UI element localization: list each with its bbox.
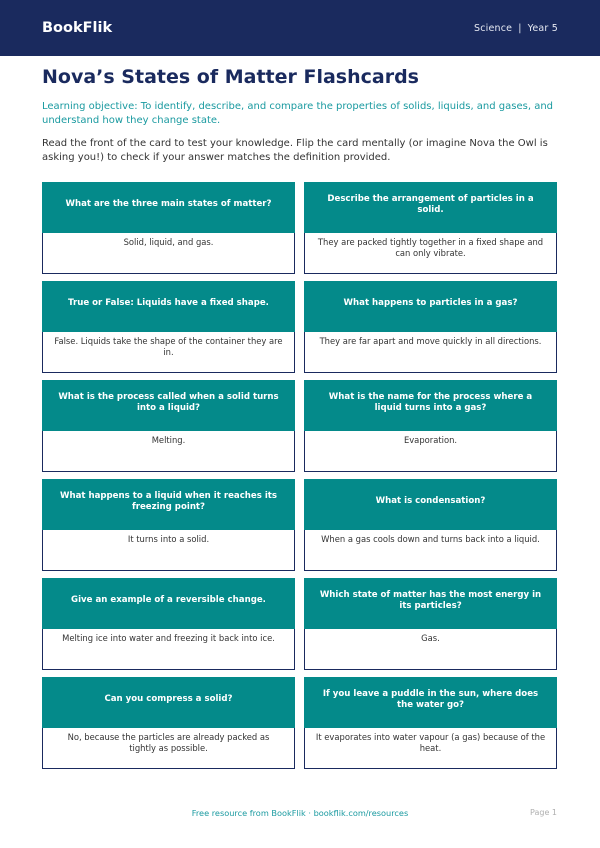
flashcard[interactable] [304,578,557,670]
flashcard[interactable] [304,479,557,571]
flashcard-answer: Melting. [42,431,295,472]
flashcard-question: Which state of matter has the most energy in its particles? [304,578,557,629]
learning-objective: Learning objective: To identify, describe, and compare the properties of solids, liquids, and gases, and understand how they change state. [42,101,554,126]
breadcrumb-level: Year 5 [527,22,558,34]
flashcard[interactable] [304,677,557,769]
flashcard[interactable] [304,182,557,274]
instructions: Read the front of the card to test your knowledge. Flip the card mentally (or imagine Nova the Owl is asking you!) to check if your answer matches the definition provided. [42,138,548,163]
flashcard[interactable] [304,281,557,373]
flashcard-answer: They are far apart and move quickly in all directions. [304,332,557,373]
brand-logo[interactable]: BookFlik [42,20,113,36]
flashcard[interactable] [42,677,295,769]
flashcard-grid [42,182,557,769]
page-title: Nova’s States of Matter Flashcards [42,66,419,88]
flashcard-question: True or False: Liquids have a fixed shape. [42,281,295,332]
flashcard-question: What is the name for the process where a liquid turns into a gas? [304,380,557,431]
flashcard-answer: Melting ice into water and freezing it back into ice. [42,629,295,670]
flashcard-question: Describe the arrangement of particles in a solid. [304,182,557,233]
breadcrumb-separator: | [518,22,522,34]
flashcard-question: Can you compress a solid? [42,677,295,728]
flashcard-answer: It evaporates into water vapour (a gas) because of the heat. [304,728,557,769]
flashcard-answer: Solid, liquid, and gas. [42,233,295,274]
flashcard-question: What are the three main states of matter? [42,182,295,233]
site-header [0,0,600,56]
flashcard-question: If you leave a puddle in the sun, where does the water go? [304,677,557,728]
page-number: Page 1 [530,808,557,817]
flashcard[interactable] [42,182,295,274]
flashcard-answer: Evaporation. [304,431,557,472]
flashcard-question: What happens to particles in a gas? [304,281,557,332]
flashcard-answer: Gas. [304,629,557,670]
flashcard-question: Give an example of a reversible change. [42,578,295,629]
flashcard-question: What is the process called when a solid turns into a liquid? [42,380,295,431]
flashcard[interactable] [42,479,295,571]
flashcard[interactable] [42,281,295,373]
flashcard-answer: False. Liquids take the shape of the container they are in. [42,332,295,373]
flashcard-answer: No, because the particles are already packed as tightly as possible. [42,728,295,769]
footer-link[interactable]: Free resource from BookFlik · bookflik.com/resources [191,808,409,818]
flashcard[interactable] [304,380,557,472]
breadcrumb-subject: Science [473,22,513,34]
flashcard-answer: It turns into a solid. [42,530,295,571]
flashcard-question: What is condensation? [304,479,557,530]
flashcard[interactable] [42,380,295,472]
flashcard-question: What happens to a liquid when it reaches its freezing point? [42,479,295,530]
flashcard[interactable] [42,578,295,670]
flashcard-answer: They are packed tightly together in a fixed shape and can only vibrate. [304,233,557,274]
flashcard-answer: When a gas cools down and turns back into a liquid. [304,530,557,571]
breadcrumb [474,23,558,34]
